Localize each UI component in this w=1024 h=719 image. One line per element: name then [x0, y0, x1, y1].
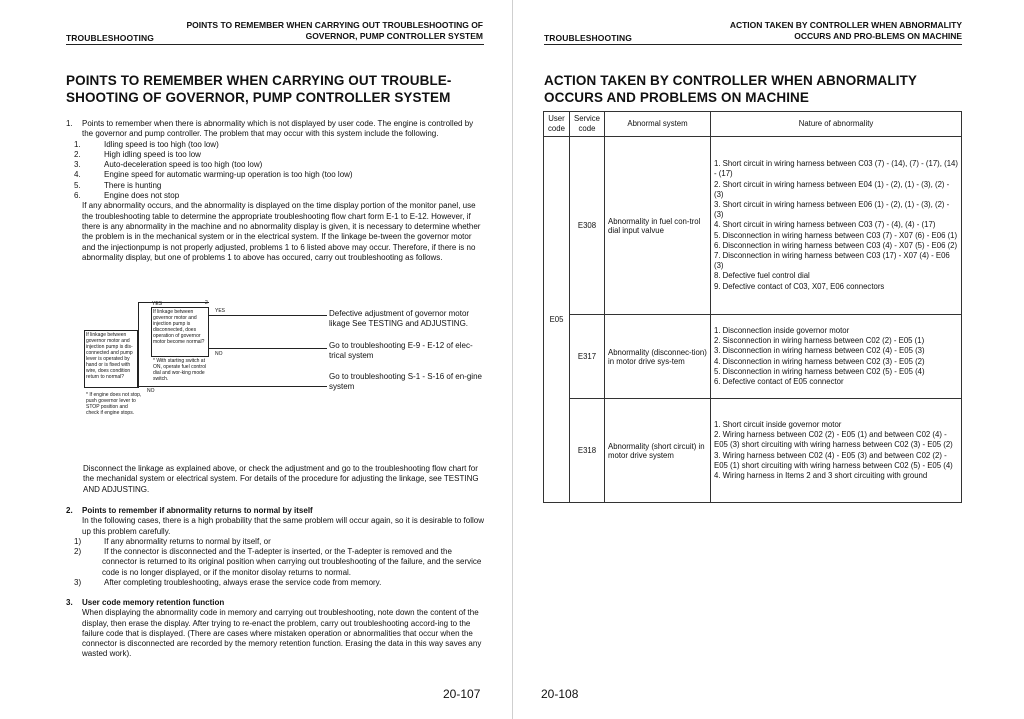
flow-result-2: Go to troubleshooting E-9 - E-12 of elec-trical system [329, 341, 473, 361]
left-header-line-1: POINTS TO REMEMBER WHEN CARRYING OUT TROUBLESHOOTING OF [186, 20, 483, 30]
service-code-cell: E308 [570, 137, 605, 315]
right-title-line-2: OCCURS AND PROBLEMS ON MACHINE [544, 90, 810, 105]
flow-connector [138, 302, 139, 388]
nature-item: 5. Disconnection in wiring harness between C03 (7) - X07 (6) - E06 (1) [714, 230, 958, 240]
table-row [544, 315, 962, 399]
follow-up-list [74, 536, 484, 588]
flow-yes-label: YES [152, 301, 163, 307]
section-2-title: Points to remember if abnormality returns to normal by itself [82, 506, 313, 515]
service-code-cell: E317 [570, 315, 605, 399]
nature-item: 4. Disconnection in wiring harness between C02 (3) - E05 (2) [714, 356, 925, 366]
left-header-line-2: GOVERNOR, PUMP CONTROLLER SYSTEM [305, 31, 483, 41]
symptom-item: 6. Engine does not stop [74, 191, 180, 201]
nature-cell [711, 399, 962, 503]
nature-item: 4. Wiring harness in Items 2 and 3 short circuiting with ground [714, 470, 928, 480]
follow-up-item: 3) After completing troubleshooting, always erase the service code from memory. [74, 578, 382, 588]
section-1-number: 1. [66, 119, 73, 128]
flow-no-label: NO [215, 351, 223, 357]
left-title-line-1: POINTS TO REMEMBER WHEN CARRYING OUT TROUBLE- [66, 73, 452, 88]
left-header-section: TROUBLESHOOTING [66, 33, 154, 43]
nature-item: 2. Wiring harness between C02 (2) - E05 (1) and between C02 (4) - E05 (3) short circuiting with wiring harness between C02 (3) - E05 (2) [714, 430, 953, 450]
symptom-list [74, 139, 484, 202]
section-3-number: 3. [66, 598, 73, 607]
nature-item: 1. Short circuit in wiring harness between C03 (7) - (14), (7) - (17), (14) - (17) [714, 159, 958, 179]
table-row [544, 399, 962, 503]
table-header-row [544, 112, 962, 137]
flow-connector [209, 315, 327, 316]
right-header-line-1: ACTION TAKEN BY CONTROLLER WHEN ABNORMALITY [729, 20, 962, 30]
nature-item: 5. Disconnection in wiring harness between C02 (5) - E05 (4) [714, 366, 925, 376]
symptom-item: 5. There is hunting [74, 180, 162, 190]
flow-note-1: * If engine does not stop, push governor lever to STOP position and check if engine stops. [86, 392, 142, 416]
nature-item: 6. Disconnection in wiring harness between C03 (4) - X07 (5) - E06 (2) [714, 240, 958, 250]
nature-item: 3. Disconnection in wiring harness between C02 (4) - E05 (3) [714, 346, 925, 356]
section-3 [66, 598, 484, 660]
nature-item: 8. Defective fuel control dial [714, 271, 810, 281]
flow-box-1: If linkage between governor motor and injection pump is dis-connected and pump lever is operated by hand or is fixed with wire, does condition return to normal? [84, 330, 138, 388]
right-header-rule [544, 44, 962, 45]
section-1-paragraph: If any abnormality occurs, and the abnormality is displayed on the time display portion of the monitor panel, use the troubleshooting table to determine the appropriate troubleshooting flow chart form E-1 to E-12. However, if there is any abnormality in the machine and no abnormality display is given, it is necessary to determine whether the problem is in the mechanical system or in the electrical system. If the linkage be-tween the governor motor and the injectionpump is not properly adjusted, problems 1 to 6 listed above may occur. Therefore, if there is no abnormality display, but one of problems 1 to above has occured, carry out troubleshooting as follows. [82, 201, 481, 262]
section-1-intro: Points to remember when there is abnormality which is not displayed by user code. The engine is controlled by the governor and pump controller. The problem that may occur with this system include the following. [82, 119, 474, 139]
header-nature: Nature of abnormality [711, 112, 962, 137]
left-page-number: 20-107 [443, 687, 481, 701]
symptom-item: 1. Idling speed is too high (too low) [74, 139, 219, 149]
flow-no-label: NO [147, 388, 155, 394]
section-2-intro: In the following cases, there is a high probability that the same problem will occur again, so it is desirable to follow up this problem carefully. [82, 516, 484, 536]
flow-step-number: 2 [205, 300, 208, 306]
service-code-cell: E318 [570, 399, 605, 503]
abnormality-table [543, 111, 962, 503]
symptom-item: 2. High idling speed is too low [74, 149, 201, 159]
section-3-text: When displaying the abnormality code in memory and carrying out troubleshooting, note down the content of the display, then erase the display. After trying to re-enact the problem, carry out troubleshooting accord-ing to the failure code that is displayed. (There are cases where mistaken operation or abnormalities that occur when the connector is disconnected are recorded by the memory retention function. Erasing the data in this way saves any wasted work). [82, 608, 482, 659]
header-abnormal-system: Abnormal system [605, 112, 711, 137]
flow-result-1: Defective adjustment of governor motor likage See TESTING and ADJUSTING. [329, 309, 470, 329]
nature-cell [711, 315, 962, 399]
left-page-title [66, 72, 496, 106]
right-page [512, 0, 1024, 719]
section-2 [66, 506, 484, 588]
flow-connector [209, 348, 327, 349]
flow-yes-label: YES [215, 308, 226, 314]
flow-connector [138, 302, 209, 303]
nature-item: 4. Short circuit in wiring harness between C03 (7) - (4), (4) - (17) [714, 220, 936, 230]
section-3-title: User code memory retention function [82, 598, 225, 607]
header-user-code: User code [544, 112, 570, 137]
symptom-item: 3. Auto-deceleration speed is too high (too low) [74, 160, 263, 170]
nature-item: 7. Disconnection in wiring harness between C03 (17) - X07 (4) - E06 (3) [714, 251, 950, 271]
section-1 [66, 119, 484, 263]
left-header-chapter [153, 20, 483, 42]
nature-item: 2. Sisconnection in wiring harness between C02 (2) - E05 (1) [714, 336, 925, 346]
flow-box-2: If linkage between governor motor and injection pump is disconnected, does operation of governor motor become normal? [151, 307, 209, 357]
header-service-code: Service code [570, 112, 605, 137]
flow-note-2: * With starting switch at ON, operate fuel control dial and wor-king mode switch. [153, 358, 207, 382]
after-flow-paragraph: Disconnect the linkage as explained above, or check the adjustment and go to the troubleshooting flow chart for the mechanidal system or electrical system. For details of the procedure for adjusting the linkage, see TESTING AND ADJUSTING. [83, 464, 479, 494]
follow-up-item: 2) If the connector is disconnected and the T-adepter is inserted, or the T-adepter is removed and the connector is returned to its original position when carrying out troubleshooting of the failure, and the service code is no longer displayed, or if the monitor disolay returns to normal. [74, 547, 482, 577]
nature-item: 9. Defective contact of C03, X07, E06 connectors [714, 281, 885, 291]
abnormal-system-cell: Abnormality (short circuit) in motor drive system [605, 399, 711, 503]
nature-item: 3. Wiring harness between C02 (4) - E05 (3) and between C02 (2) - E05 (1) short circuiting with wiring harness between C02 (5) - E05 (4) [714, 450, 953, 470]
nature-cell [711, 137, 962, 315]
right-header-chapter [662, 20, 962, 42]
right-header-line-2: OCCURS AND PRO-BLEMS ON MACHINE [794, 31, 962, 41]
nature-item: 1. Disconnection inside governor motor [714, 325, 850, 335]
nature-item: 3. Short circuit in wiring harness between E06 (1) - (2), (1) - (3), (2) - (3) [714, 199, 950, 220]
left-title-line-2: SHOOTING OF GOVERNOR, PUMP CONTROLLER SYSTEM [66, 90, 451, 105]
nature-item: 6. Defective contact of E05 connector [714, 376, 844, 386]
nature-item: 2. Short circuit in wiring harness between E04 (1) - (2), (1) - (3), (2) - (3) [714, 179, 950, 199]
left-header-rule [66, 44, 484, 45]
right-title-line-1: ACTION TAKEN BY CONTROLLER WHEN ABNORMALITY [544, 73, 918, 88]
abnormal-system-cell: Abnormality (disconnec-tion) in motor drive sys-tem [605, 315, 711, 399]
flow-result-3: Go to troubleshooting S-1 - S-16 of en-gine system [329, 372, 482, 392]
section-2-number: 2. [66, 506, 73, 515]
right-page-title [544, 72, 974, 106]
user-code-cell: E05 [544, 137, 570, 503]
symptom-item: 4. Engine speed for automatic warming-up operation is too high (too low) [74, 170, 353, 180]
right-page-number: 20-108 [541, 687, 579, 701]
follow-up-item: 1) If any abnormality returns to normal by itself, or [74, 536, 271, 546]
table-row [544, 137, 962, 315]
abnormal-system-cell: Abnormality in fuel con-trol dial input valvue [605, 137, 711, 315]
right-header-section: TROUBLESHOOTING [544, 33, 632, 43]
flow-connector [138, 386, 327, 387]
nature-item: 1. Short circuit inside governor motor [714, 419, 842, 429]
